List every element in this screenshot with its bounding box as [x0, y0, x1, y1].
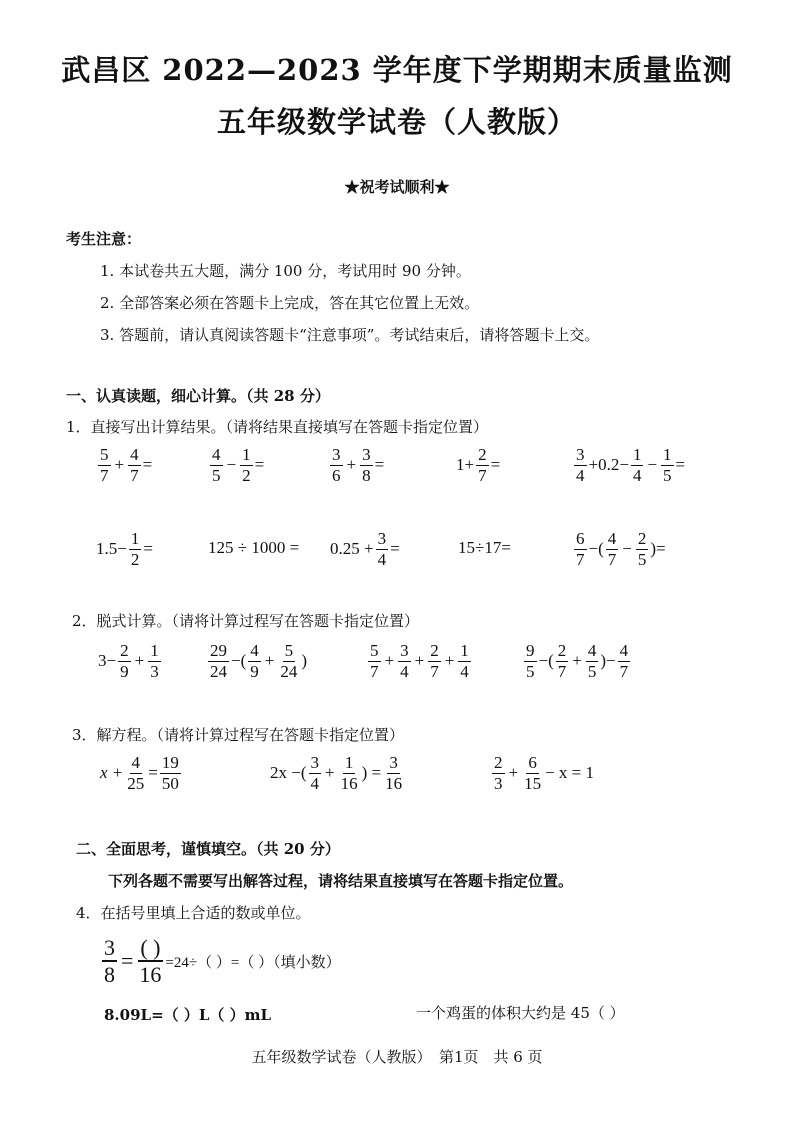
q3-eq-3: $\frac{2}{3}$ + $\frac{6}{15}$ − x = 1: [494, 753, 595, 793]
section1-heading: 一、认真读题，细心计算。（共 28 分）: [66, 387, 330, 405]
q4-prompt: 4．在括号里填上合适的数或单位。: [76, 904, 311, 922]
q3-eq-1: x + $\frac{4}{25}$ = $\frac{19}{50}$: [100, 753, 179, 793]
q4-line-1: $\frac{3}{8}$ = $\frac{( )}{16}$ =24÷（ ）=（ ）（填小数）: [104, 935, 341, 988]
exam-title-line1: 武昌区 2022—2023 学年度下学期期末质量监测: [61, 53, 733, 87]
q1-prompt: 1．直接写出计算结果。（请将结果直接填写在答题卡指定位置）: [66, 418, 489, 436]
good-luck-wish: ★祝考试顺利★: [344, 178, 450, 196]
q1-expr-1: $\frac{5}{7}$ + $\frac{4}{7}$ =: [100, 445, 153, 485]
notice-heading: 考生注意：: [66, 230, 142, 248]
q1-expr-2: $\frac{4}{5}$ − $\frac{1}{2}$ =: [212, 445, 265, 485]
q2-expr-4: $\frac{9}{5}$ −( $\frac{2}{7}$ + $\frac{4}{5}$ )− $\frac{4}{7}$: [526, 641, 629, 681]
q1-expr-6: 1.5− $\frac{1}{2}$ =: [96, 529, 153, 569]
q2-prompt: 2．脱式计算。（请将计算过程写在答题卡指定位置）: [72, 612, 420, 630]
exam-title-line2: 五年级数学试卷（人教版）: [216, 105, 577, 139]
q1-expr-5: $\frac{3}{4}$ +0.2− $\frac{1}{4}$ − $\frac{1}{5}$ =: [576, 445, 686, 485]
page-footer: 五年级数学试卷（人教版） 第1页 共 6 页: [251, 1048, 543, 1066]
section2-heading: 二、全面思考，谨慎填空。（共 20 分）: [76, 840, 340, 858]
q3-eq-2: 2x −( $\frac{3}{4}$ + $\frac{1}{16}$ ) = $\frac{3}{16}$: [270, 753, 403, 793]
q2-expr-2: $\frac{29}{24}$ −( $\frac{4}{9}$ + $\frac{5}{24}$ ): [210, 641, 308, 681]
q2-expr-1: 3− $\frac{2}{9}$ + $\frac{1}{3}$: [98, 641, 159, 681]
q1-expr-9: 15÷17=: [458, 538, 511, 557]
notice-item-1: 1. 本试卷共五大题，满分 100 分，考试用时 90 分钟。: [100, 262, 471, 280]
notice-item-3: 3. 答题前，请认真阅读答题卡“注意事项”。考试结束后，请将答题卡上交。: [100, 326, 600, 344]
q1-expr-10: $\frac{6}{7}$ −( $\frac{4}{7}$ − $\frac{2}{5}$ )=: [576, 529, 666, 569]
q1-expr-3: $\frac{3}{6}$ + $\frac{3}{8}$ =: [332, 445, 385, 485]
section2-subnote: 下列各题不需要写出解答过程，请将结果直接填写在答题卡指定位置。: [108, 872, 574, 890]
q1-expr-8: 0.25 + $\frac{3}{4}$ =: [330, 529, 400, 569]
q1-expr-7: 125 ÷ 1000 =: [208, 538, 300, 557]
q4-line-2a: 8.09L=（ ）L（ ）mL: [104, 1006, 272, 1024]
q3-prompt: 3．解方程。（请将计算过程写在答题卡指定位置）: [72, 726, 405, 744]
q1-expr-4: 1+ $\frac{2}{7}$ =: [456, 445, 501, 485]
q2-expr-3: $\frac{5}{7}$ + $\frac{3}{4}$ + $\frac{2}{7}$ + $\frac{1}{4}$: [370, 641, 469, 681]
q4-line-2b: 一个鸡蛋的体积大约是 45（ ）: [416, 1004, 625, 1022]
notice-item-2: 2. 全部答案必须在答题卡上完成，答在其它位置上无效。: [100, 294, 480, 312]
